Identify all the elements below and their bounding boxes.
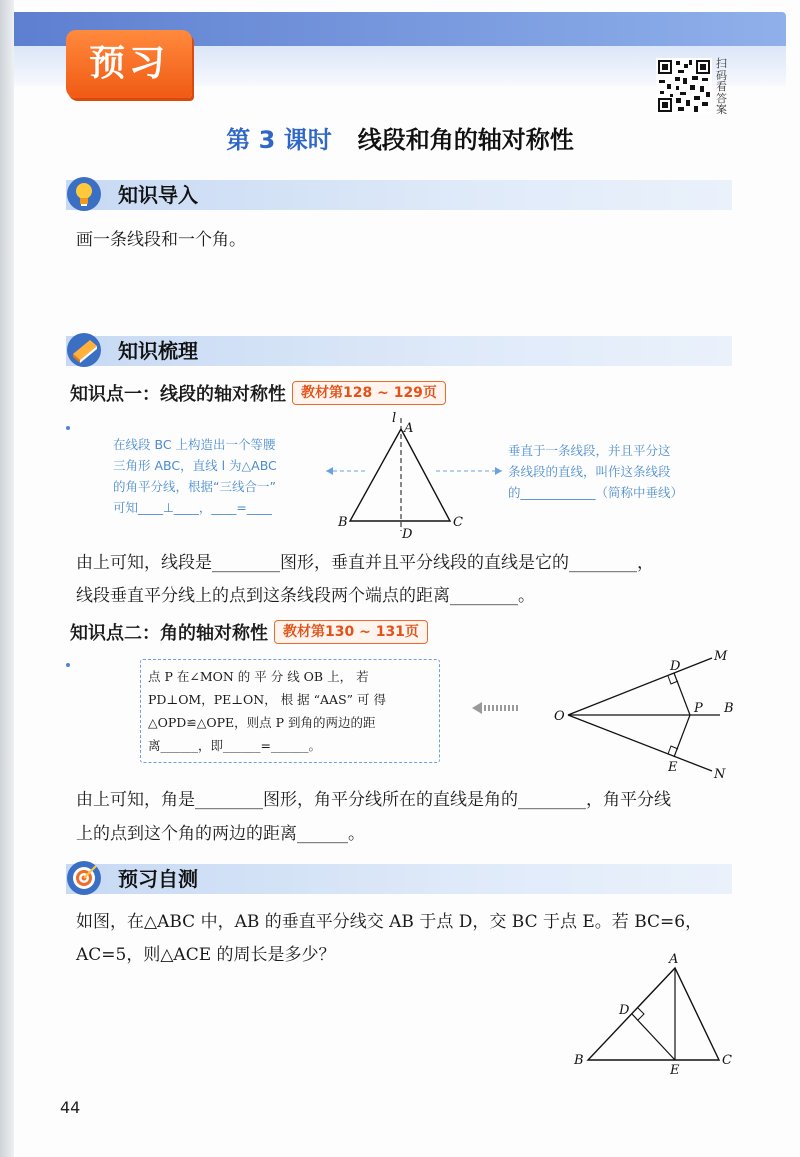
qr-caption: 扫码看答案 — [716, 57, 727, 116]
kp1-right-note-line: 条线段的直线，叫作这条线段 — [508, 464, 671, 479]
label-B: B — [724, 701, 734, 716]
kp1-left-note-line: 的角平分线，根据“三线合一” — [113, 479, 276, 494]
label-D: D — [670, 659, 681, 674]
kp1-right-note-line: 垂直于一条线段，并且平分这 — [508, 443, 671, 458]
label-O: O — [554, 709, 565, 724]
label-M: M — [714, 649, 728, 664]
kp1-left-note-line: 三角形 ABC，直线 l 为△ABC — [113, 458, 277, 473]
label-B: B — [574, 1053, 584, 1068]
label-P: P — [694, 701, 703, 716]
segment-PE — [674, 715, 690, 757]
label-B: B — [338, 515, 348, 530]
kp1-right-note-line: 的____________（简称中垂线） — [508, 485, 684, 500]
ray-ON — [568, 715, 712, 771]
kp2-note-line: △OPD≌△OPE，则点 P 到角的两边的距 — [148, 715, 376, 730]
kp2-angle-figure — [552, 640, 748, 780]
right-angle-D — [638, 1008, 644, 1020]
ray-OM — [568, 658, 712, 715]
kp2-textbook-badge: 教材第130 ~ 131页 — [274, 620, 428, 644]
kp2-note — [148, 665, 386, 757]
kp2-note-line: 点 P 在∠MON 的 平 分 线 OB 上， 若 — [148, 669, 369, 684]
label-C: C — [453, 515, 463, 530]
label-A: A — [404, 421, 414, 436]
label-E: E — [668, 760, 678, 775]
kp2-note-line: 离______，即______=______。 — [148, 738, 321, 753]
right-arrow-head — [495, 467, 502, 475]
kp1-left-note — [113, 434, 277, 518]
kp2-summary-line1: 由上可知，角是________图形，角平分线所在的直线是角的________，角平分线 — [76, 790, 671, 810]
label-N: N — [714, 767, 726, 780]
section-intro-label: 知识导入 — [118, 183, 198, 207]
dashed-arrow-icon — [472, 700, 520, 716]
section-selftest-bar — [66, 864, 732, 894]
left-arrow-head — [326, 467, 333, 475]
label-D: D — [619, 1003, 630, 1018]
kp1-left-note-line: 可知____⊥____，____=____ — [113, 500, 272, 515]
selftest-triangle-figure — [562, 948, 742, 1080]
preview-tab — [66, 30, 192, 98]
label-A: A — [669, 952, 679, 967]
kp1-heading — [70, 380, 446, 406]
bullet-dot — [66, 663, 70, 667]
kp2-heading — [70, 619, 428, 645]
label-E: E — [670, 1063, 680, 1078]
section-knowledge-bar — [66, 336, 732, 366]
kp2-title: 知识点二：角的轴对称性 — [70, 623, 268, 644]
section-intro-bar — [66, 180, 732, 210]
bullet-dot — [66, 426, 70, 430]
kp1-title: 知识点一：线段的轴对称性 — [70, 384, 286, 405]
lesson-name: 线段和角的轴对称性 — [357, 126, 574, 154]
kp2-note-line: PD⊥OM，PE⊥ON， 根 据 “AAS” 可 得 — [148, 692, 386, 707]
section-knowledge-label: 知识梳理 — [118, 339, 198, 363]
triangle-abc — [588, 968, 719, 1060]
intro-text: 画一条线段和一个角。 — [76, 230, 246, 250]
kp1-summary-line2: 线段垂直平分线上的点到这条线段两个端点的距离________。 — [76, 586, 535, 606]
kp1-left-note-line: 在线段 BC 上构造出一个等腰 — [113, 437, 276, 452]
selftest-question-line1: 如图，在△ABC 中，AB 的垂直平分线交 AB 于点 D，交 BC 于点 E。若 BC=6， — [76, 912, 703, 932]
page-number: 44 — [60, 1098, 81, 1117]
label-l: l — [392, 411, 397, 426]
kp1-summary-line1: 由上可知，线段是________图形，垂直并且平分线段的直线是它的________， — [76, 553, 654, 573]
segment-PD — [674, 673, 690, 715]
kp1-right-note — [508, 440, 683, 503]
preview-tab-label: 预习 — [88, 43, 169, 84]
target-icon — [66, 860, 102, 896]
kp1-triangle-figure — [316, 404, 512, 544]
kp2-summary-line2: 上的点到这个角的两边的距离______。 — [76, 824, 365, 844]
label-D: D — [402, 527, 413, 542]
lesson-title — [0, 120, 800, 155]
lightbulb-icon — [66, 176, 102, 212]
section-selftest-label: 预习自测 — [118, 867, 198, 891]
page-edge-strip — [0, 0, 14, 1157]
book-icon — [66, 332, 102, 368]
lesson-number: 第 3 课时 — [226, 126, 332, 154]
selftest-question-line2: AC=5，则△ACE 的周长是多少？ — [76, 945, 336, 965]
qr-code-icon[interactable] — [656, 58, 712, 114]
segment-DE — [632, 1014, 675, 1060]
triangle-abc — [350, 429, 450, 521]
kp1-textbook-badge: 教材第128 ~ 129页 — [292, 381, 446, 405]
label-C: C — [722, 1053, 732, 1068]
